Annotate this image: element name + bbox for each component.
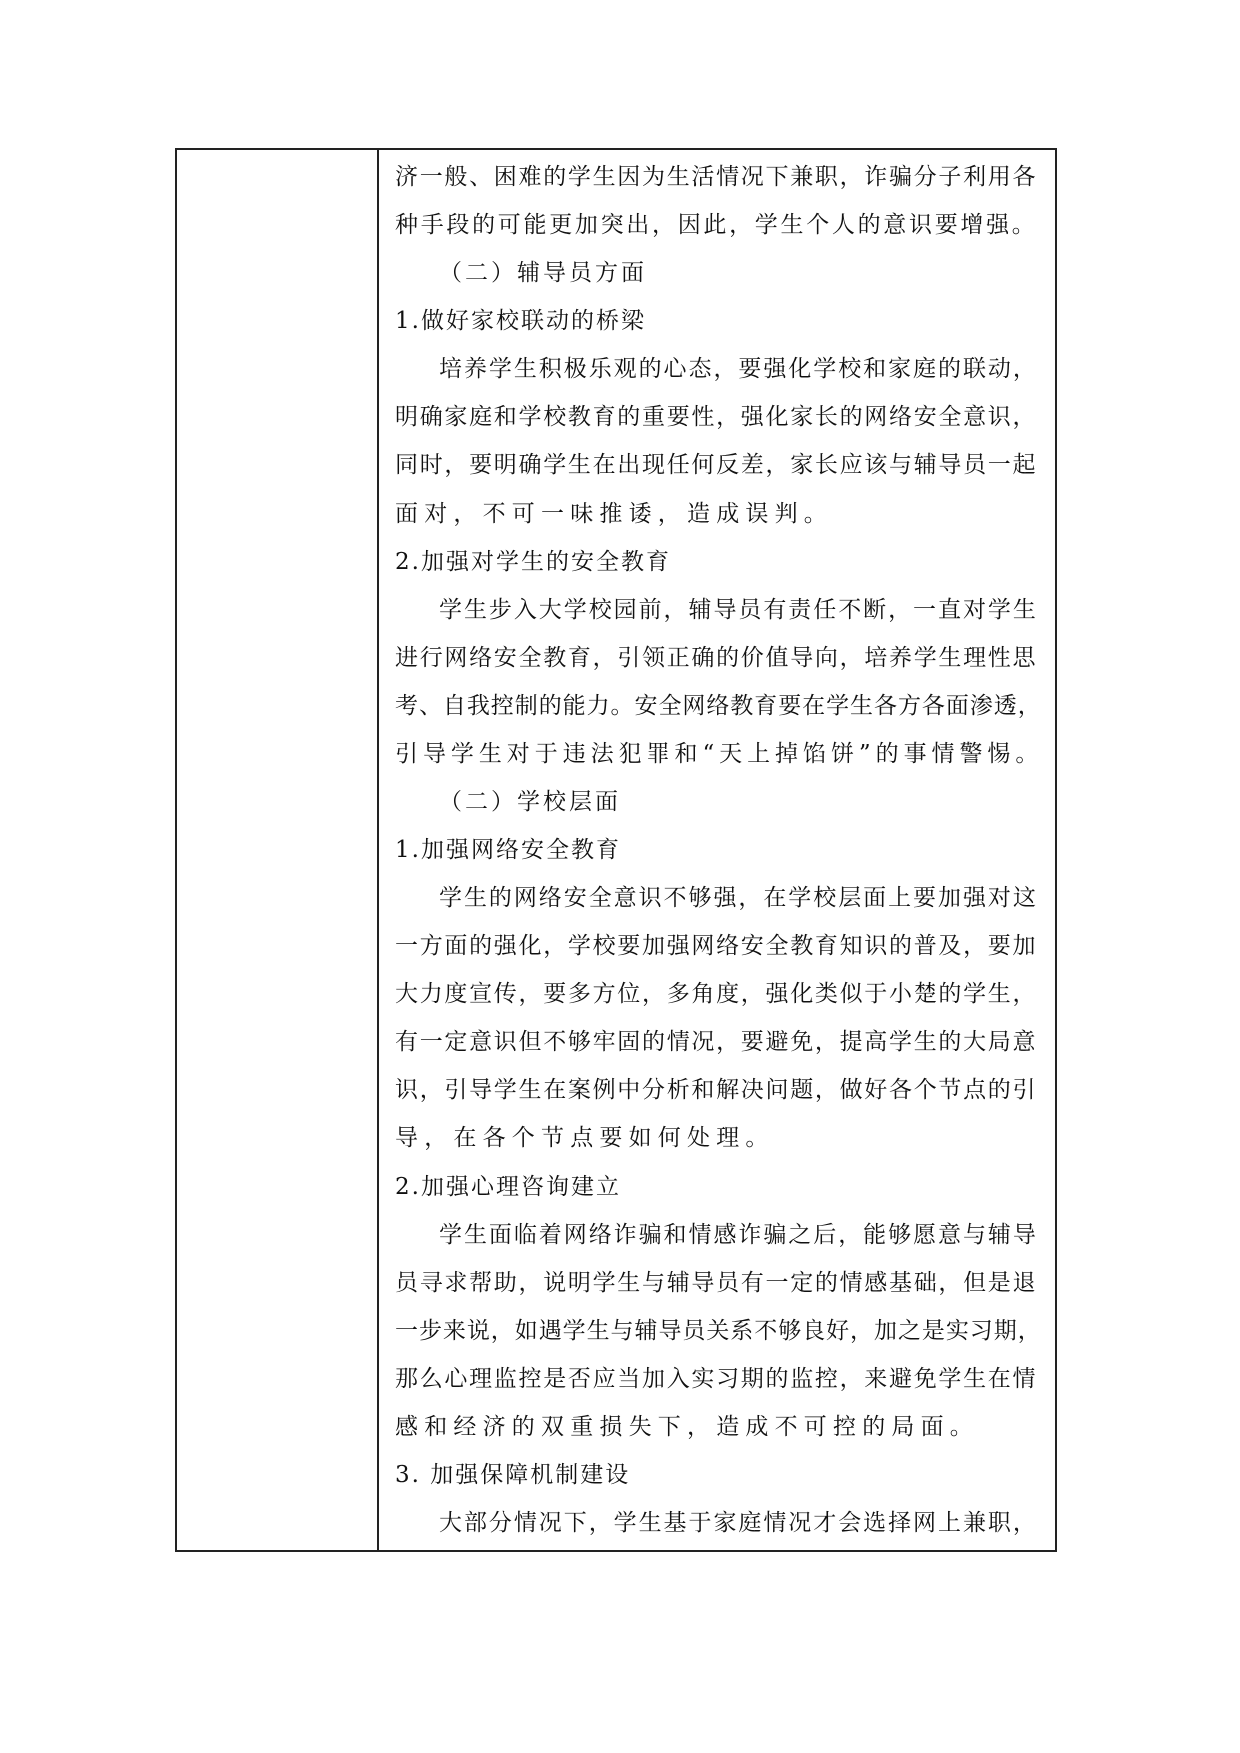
paragraph-line: 学生步入大学校园前，辅导员有责任不断，一直对学生 (439, 596, 1038, 623)
paragraph-line: 面对，不可一味推诿，造成误判。 (395, 500, 833, 527)
paragraph-line: 识，引导学生在案例中分析和解决问题，做好各个节点的引 (395, 1077, 1038, 1104)
section-heading: （二）学校层面 (439, 788, 621, 815)
subsection-heading: 1.加强网络安全教育 (395, 837, 621, 863)
paragraph-line: 学生的网络安全意识不够强，在学校层面上要加强对这 (439, 885, 1038, 912)
paragraph-line: 那么心理监控是否应当加入实习期的监控，来避免学生在情 (395, 1365, 1038, 1392)
paragraph-line: 一步来说，如遇学生与辅导员关系不够良好，加之是实习期， (395, 1317, 1042, 1344)
paragraph-line: 大部分情况下，学生基于家庭情况才会选择网上兼职， (439, 1510, 1038, 1536)
section-heading: （二）辅导员方面 (439, 260, 647, 287)
document-table (175, 148, 1057, 1552)
paragraph-line: 济一般、困难的学生因为生活情况下兼职，诈骗分子利用各 (395, 164, 1038, 190)
paragraph-line: 明确家庭和学校教育的重要性，强化家长的网络安全意识， (395, 404, 1038, 431)
paragraph-line: 大力度宣传，要多方位，多角度，强化类似于小楚的学生， (395, 981, 1038, 1008)
table-right-cell (379, 150, 1055, 1550)
subsection-heading: 3. 加强保障机制建设 (395, 1461, 631, 1488)
paragraph-line: 一方面的强化，学校要加强网络安全教育知识的普及，要加 (395, 933, 1038, 960)
paragraph-line: 员寻求帮助，说明学生与辅导员有一定的情感基础，但是退 (395, 1269, 1038, 1296)
subsection-heading: 2.加强心理咨询建立 (395, 1173, 621, 1200)
subsection-heading: 2.加强对学生的安全教育 (395, 548, 671, 575)
paragraph-line: 考、自我控制的能力。安全网络教育要在学生各方各面渗透， (395, 692, 1042, 719)
paragraph-line: 进行网络安全教育，引领正确的价值导向，培养学生理性思 (395, 644, 1038, 671)
paragraph-line: 培养学生积极乐观的心态，要强化学校和家庭的联动， (439, 356, 1038, 383)
paragraph-line: 导，在各个节点要如何处理。 (395, 1125, 775, 1152)
paragraph-line: 引导学生对于违法犯罪和“天上掉馅饼”的事情警惕。 (395, 740, 1044, 767)
paragraph-line: 学生面临着网络诈骗和情感诈骗之后，能够愿意与辅导 (439, 1221, 1038, 1248)
subsection-heading: 1.做好家校联动的桥梁 (395, 308, 646, 335)
paragraph-line: 有一定意识但不够牢固的情况，要避免，提高学生的大局意 (395, 1029, 1038, 1056)
paragraph-line: 感和经济的双重损失下，造成不可控的局面。 (395, 1413, 979, 1440)
paragraph-line: 种手段的可能更加突出，因此，学生个人的意识要增强。 (395, 212, 1038, 239)
paragraph-line: 同时，要明确学生在出现任何反差，家长应该与辅导员一起 (395, 452, 1038, 479)
table-left-cell (177, 150, 379, 1550)
